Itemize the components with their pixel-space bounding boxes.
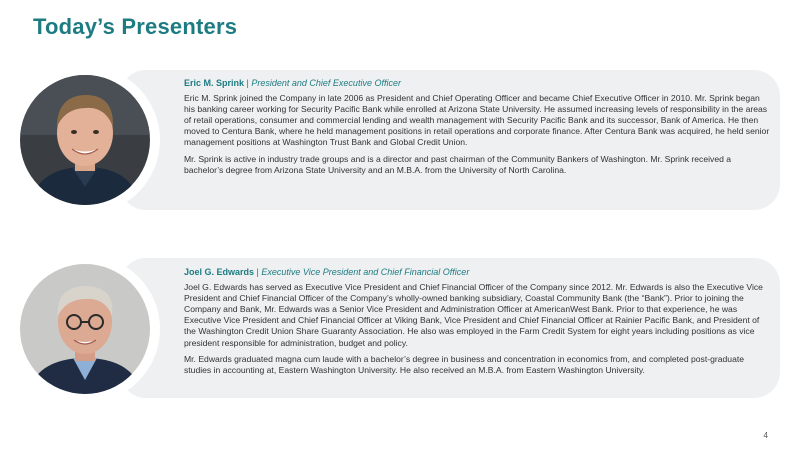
bio-paragraph: Joel G. Edwards has served as Executive Vice President and Chief Financial Officer of the Company since 2012. Mr. Edwards is also the Executive Vice President and Chief Financial Officer of the Company’s wholly-owned banking subsidiary, Coastal Community Bank (the “Bank”). Prior to joining the Company and Bank, Mr. Edwards was a Senior Vice President and Administration Officer at AmericanWest Bank. Prior to that experience, he was Executive Vice President and Chief Financial Officer at Viking Bank, Vice President and Chief Financial Officer at Rainier Pacific Bank, and President of the Washington Credit Union Share Guaranty Association. He also was employed in the Farm Credit System for eight years including positions as vice president responsible for administration, budget and policy. [184,282,763,348]
presenter-heading [184,267,770,278]
presenter-bio-edwards [184,267,770,381]
page-number: 4 [763,431,768,440]
presenter-name: Eric M. Sprink [184,78,245,88]
heading-separator: | [244,78,252,88]
presenter-photo-sprink [20,75,150,205]
presenter-role: Executive Vice President and Chief Financial Officer [261,267,470,277]
presenter-photo-edwards [20,264,150,394]
bio-paragraph: Mr. Edwards graduated magna cum laude with a bachelor’s degree in business and concentration in economics from, and completed post-graduate studies in accounting at, Eastern Washington University. He also received an M.B.A. from Eastern Washington University. [184,353,745,375]
heading-separator: | [254,267,262,277]
bio-paragraph: Eric M. Sprink joined the Company in late 2006 as President and Chief Operating Officer and became Chief Executive Officer in 2010. Mr. Sprink began his banking career working for Security Pacific Bank while enrolled at Arizona State University. He assumed increasing levels of responsibility in the areas of retail operations, consumer and commercial lending and wealth management with Security Pacific Bank and its successor, Bank of America. He then moved to Centura Bank, where he held management positions in retail operations and corporate finance. After Centura Bank was acquired, he held senior management positions at Washington Trust Bank and Global Credit Union. [184,93,770,148]
presenter-heading [184,78,770,89]
bio-paragraph: Mr. Sprink is active in industry trade groups and is a director and past chairman of the Community Bankers of Washington. Mr. Sprink received a bachelor’s degree from Arizona State University and an M.B.A. from the University of North Carolina. [184,153,732,175]
page-title: Today’s Presenters [33,14,238,39]
presenter-name: Joel G. Edwards [184,267,255,277]
presenter-role: President and Chief Executive Officer [251,78,401,88]
presenter-bio-sprink [184,78,770,181]
